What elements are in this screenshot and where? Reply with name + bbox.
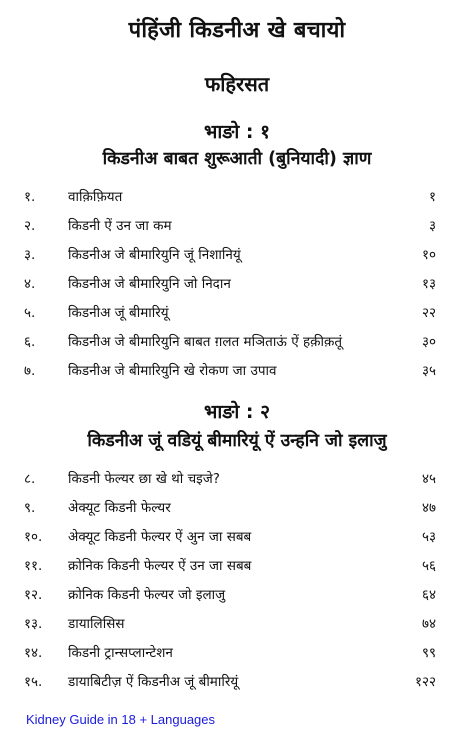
entry-number: १०. [24, 529, 43, 545]
entry-page: ३० [421, 334, 436, 350]
entry-page: ४७ [421, 500, 436, 516]
part-1-label: भाङो : १ [203, 121, 270, 143]
entry-number: १५. [24, 674, 43, 690]
entry-title: किडनीअ जे बीमारियुनि बाबत ग़लत मञिताऊं ऐं हक़ीक़तूं [68, 334, 343, 350]
toc-entry[interactable] [24, 497, 436, 519]
entry-number: १. [24, 189, 36, 205]
entry-title: क्रोनिक किडनी फेल्यर जो इलाजु [68, 587, 226, 603]
toc-entry[interactable] [24, 215, 436, 237]
toc-entry[interactable] [24, 555, 436, 577]
entry-page: ३५ [421, 363, 436, 379]
entry-title: किडनीअ जे बीमारियुनि खे रोकण जा उपाव [68, 363, 277, 379]
part-2-label: भाङो : २ [203, 401, 270, 423]
entry-number: ११. [24, 558, 43, 574]
entry-title: क्रोनिक किडनी फेल्यर ऐं उन जा सबब [68, 558, 252, 574]
entry-number: १२. [24, 587, 43, 603]
entry-page: ३ [428, 218, 436, 234]
toc-entry[interactable] [24, 642, 436, 664]
part-2-heading: किडनीअ जूं वडियूं बीमारियूं ऐं उन्हनि जो इलाजु [87, 431, 387, 451]
entry-title: किडनी फेल्यर छा खे थो चइजे? [68, 471, 220, 487]
entry-number: २. [24, 218, 36, 234]
toc-entry[interactable] [24, 186, 436, 208]
toc-entry[interactable] [24, 526, 436, 548]
toc-entry[interactable] [24, 671, 436, 693]
toc-entry[interactable] [24, 244, 436, 266]
entry-title: अेक्यूट किडनी फेल्यर ऐं अुन जा सबब [68, 529, 252, 545]
entry-number: ५. [24, 305, 36, 321]
entry-number: १४. [24, 645, 43, 661]
toc-entry[interactable] [24, 331, 436, 353]
entry-page: २२ [421, 305, 436, 321]
toc-entry[interactable] [24, 273, 436, 295]
entry-page: ४५ [421, 471, 436, 487]
entry-page: ७४ [421, 616, 436, 632]
entry-title: किडनी ऐं उन जा कम [68, 218, 172, 234]
toc-entry[interactable] [24, 468, 436, 490]
entry-number: ३. [24, 247, 36, 263]
toc-entry[interactable] [24, 584, 436, 606]
entry-number: ९. [24, 500, 36, 516]
index-title: फहिरसत [204, 72, 270, 96]
entry-number: ८. [24, 471, 36, 487]
entry-title: वाक़िफ़ियत [68, 189, 123, 205]
entry-title: अेक्यूट किडनी फेल्यर [68, 500, 171, 516]
entry-number: ६. [24, 334, 36, 350]
entry-title: डायाबिटीज़ ऐं किडनीअ जूं बीमारियूं [68, 674, 239, 690]
entry-title: किडनीअ जे बीमारियुनि जूं निशानियूं [68, 247, 241, 263]
toc-entry[interactable] [24, 302, 436, 324]
entry-number: १३. [24, 616, 43, 632]
entry-page: १० [421, 247, 436, 263]
entry-page: १ [428, 189, 436, 205]
entry-number: ४. [24, 276, 36, 292]
entry-title: डायालिसिस [68, 616, 125, 632]
part-1-heading: किडनीअ बाबत शुरूआती (बुनियादी) ज्ञाण [102, 149, 372, 169]
entry-page: ६४ [421, 587, 436, 603]
entry-page: ५६ [421, 558, 436, 574]
entry-number: ७. [24, 363, 36, 379]
entry-page: १३ [421, 276, 436, 292]
entry-page: ५३ [421, 529, 436, 545]
entry-page: ९९ [421, 645, 436, 661]
toc-entry[interactable] [24, 613, 436, 635]
footer-link[interactable]: Kidney Guide in 18 + Languages [26, 712, 216, 727]
entry-title: किडनी ट्रान्सप्लान्टेशन [68, 645, 173, 661]
book-title: पंहिंजी किडनीअ खे बचायो [128, 18, 346, 43]
entry-page: १२२ [414, 674, 436, 690]
toc-entry[interactable] [24, 360, 436, 382]
entry-title: किडनीअ जूं बीमारियूं [68, 305, 169, 321]
entry-title: किडनीअ जे बीमारियुनि जो निदान [68, 276, 231, 292]
